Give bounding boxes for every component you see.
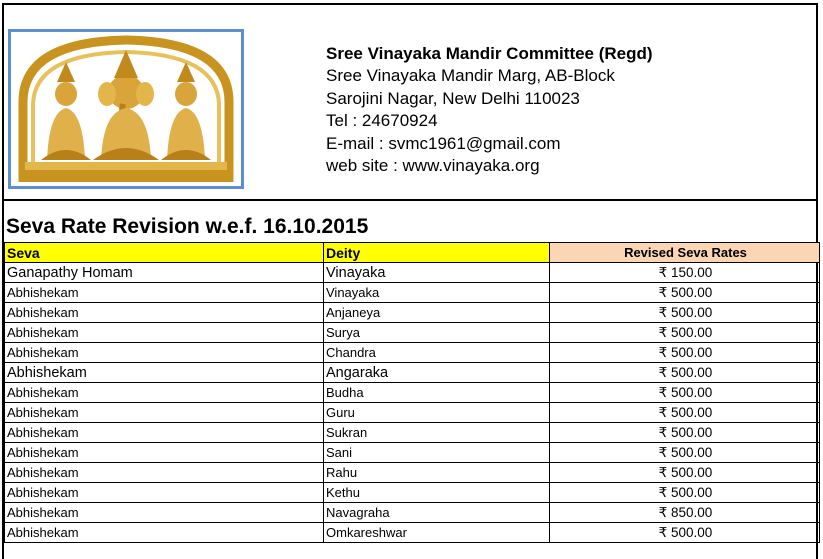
letterhead bbox=[4, 5, 816, 201]
deity-cell: Omkareshwar bbox=[324, 523, 550, 543]
table-header-row bbox=[5, 243, 820, 263]
rate-cell: ₹ 500.00 bbox=[550, 483, 820, 503]
deity-cell: Guru bbox=[324, 403, 550, 423]
website: web site : www.vinayaka.org bbox=[326, 156, 540, 176]
seva-cell: Abhishekam bbox=[5, 463, 324, 483]
address-line2: Sarojini Nagar, New Delhi 110023 bbox=[326, 88, 580, 108]
table-row bbox=[5, 463, 820, 483]
seva-cell: Abhishekam bbox=[5, 303, 324, 323]
seva-cell: Abhishekam bbox=[5, 523, 324, 543]
rate-cell: ₹ 500.00 bbox=[550, 463, 820, 483]
address-line1: Sree Vinayaka Mandir Marg, AB-Block bbox=[326, 66, 615, 86]
seva-cell: Abhishekam bbox=[5, 323, 324, 343]
seva-cell: Abhishekam bbox=[5, 423, 324, 443]
rate-cell: ₹ 500.00 bbox=[550, 363, 820, 383]
deity-cell: Sukran bbox=[324, 423, 550, 443]
table-row bbox=[5, 283, 820, 303]
table-row bbox=[5, 503, 820, 523]
telephone: Tel : 24670924 bbox=[326, 111, 438, 131]
table-row bbox=[5, 483, 820, 503]
table-row bbox=[5, 303, 820, 323]
table-row bbox=[5, 323, 820, 343]
table-row bbox=[5, 383, 820, 403]
table-row bbox=[5, 263, 820, 283]
seva-cell: Abhishekam bbox=[5, 363, 324, 383]
seva-cell: Abhishekam bbox=[5, 383, 324, 403]
table-row bbox=[5, 423, 820, 443]
seva-cell: Ganapathy Homam bbox=[5, 263, 324, 283]
temple-logo-image bbox=[8, 29, 244, 189]
org-name: Sree Vinayaka Mandir Committee (Regd) bbox=[326, 44, 653, 63]
deity-cell: Vinayaka bbox=[324, 283, 550, 303]
deity-cell: Rahu bbox=[324, 463, 550, 483]
seva-cell: Abhishekam bbox=[5, 483, 324, 503]
seva-cell: Abhishekam bbox=[5, 283, 324, 303]
deity-cell: Chandra bbox=[324, 343, 550, 363]
organization-info bbox=[326, 43, 653, 177]
deity-cell: Anjaneya bbox=[324, 303, 550, 323]
seva-cell: Abhishekam bbox=[5, 403, 324, 423]
deity-cell: Angaraka bbox=[324, 363, 550, 383]
page-title: Seva Rate Revision w.e.f. 16.10.2015 bbox=[6, 215, 369, 238]
seva-rates-table bbox=[4, 242, 820, 543]
deity-cell: Surya bbox=[324, 323, 550, 343]
deity-cell: Kethu bbox=[324, 483, 550, 503]
table-row bbox=[5, 403, 820, 423]
rate-cell: ₹ 500.00 bbox=[550, 523, 820, 543]
rate-cell: ₹ 500.00 bbox=[550, 423, 820, 443]
deity-cell: Vinayaka bbox=[324, 263, 550, 283]
rate-cell: ₹ 500.00 bbox=[550, 443, 820, 463]
table-row bbox=[5, 343, 820, 363]
rate-cell: ₹ 500.00 bbox=[550, 303, 820, 323]
seva-cell: Abhishekam bbox=[5, 343, 324, 363]
deity-cell: Navagraha bbox=[324, 503, 550, 523]
rate-cell: ₹ 500.00 bbox=[550, 403, 820, 423]
rate-cell: ₹ 500.00 bbox=[550, 323, 820, 343]
deity-cell: Sani bbox=[324, 443, 550, 463]
table-row bbox=[5, 363, 820, 383]
table-body bbox=[5, 263, 820, 543]
table-row bbox=[5, 443, 820, 463]
column-header-seva: Seva bbox=[5, 243, 324, 263]
email: E-mail : svmc1961@gmail.com bbox=[326, 133, 561, 153]
rate-cell: ₹ 150.00 bbox=[550, 263, 820, 283]
column-header-rate: Revised Seva Rates bbox=[550, 243, 820, 263]
rate-cell: ₹ 500.00 bbox=[550, 283, 820, 303]
seva-cell: Abhishekam bbox=[5, 443, 324, 463]
column-header-deity: Deity bbox=[324, 243, 550, 263]
table-row bbox=[5, 523, 820, 543]
deity-cell: Budha bbox=[324, 383, 550, 403]
rate-cell: ₹ 500.00 bbox=[550, 343, 820, 363]
document-sheet bbox=[2, 3, 818, 559]
rate-cell: ₹ 850.00 bbox=[550, 503, 820, 523]
deities-illustration bbox=[11, 32, 241, 186]
seva-cell: Abhishekam bbox=[5, 503, 324, 523]
rate-cell: ₹ 500.00 bbox=[550, 383, 820, 403]
